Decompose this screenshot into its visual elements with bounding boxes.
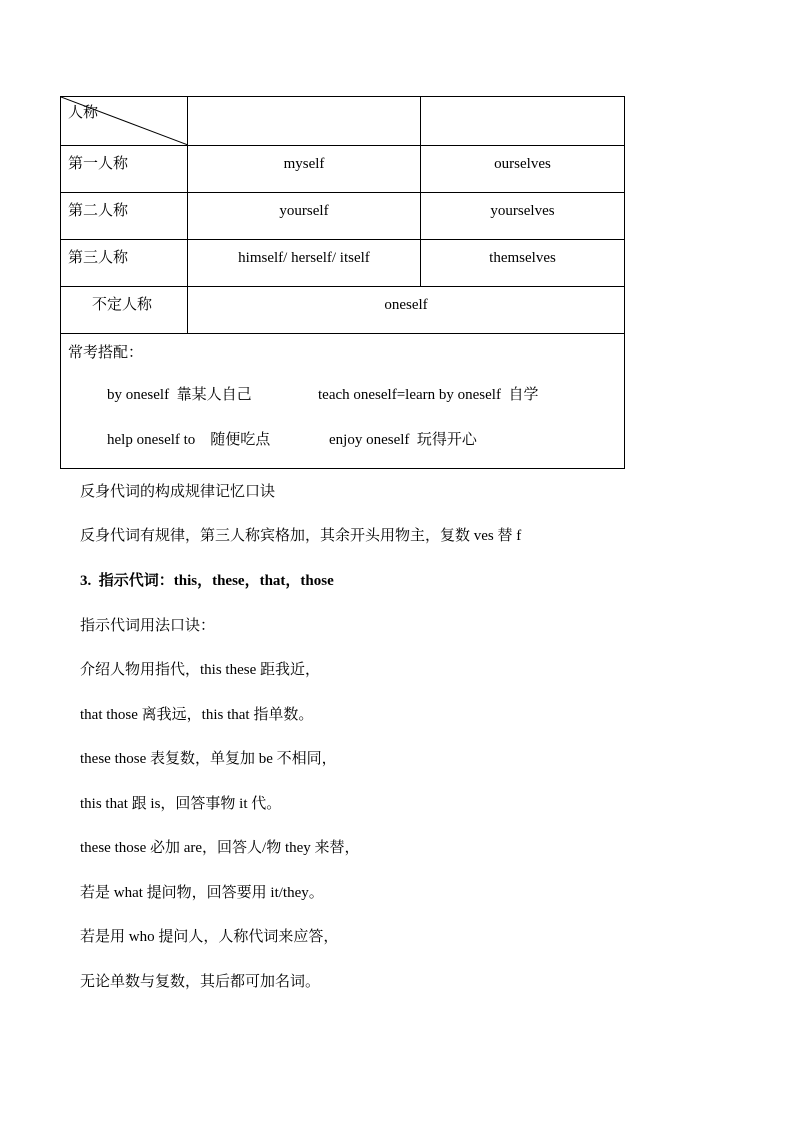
row-label: 第二人称 xyxy=(61,193,188,240)
diagonal-header-cell xyxy=(61,97,188,146)
reflexive-pronoun-table xyxy=(60,96,625,469)
paragraph: this that 跟 is，回答事物 it 代。 xyxy=(80,796,282,812)
table-row xyxy=(61,146,625,193)
plural-cell: themselves xyxy=(421,240,625,287)
table-row xyxy=(61,193,625,240)
paragraph: 若是用 who 提问人，人称代词来应答， xyxy=(80,929,339,945)
plural-cell: yourselves xyxy=(421,193,625,240)
indefinite-value-cell: oneself xyxy=(188,287,625,334)
paragraph-mnemonic-title: 反身代词的构成规律记忆口诀 xyxy=(80,484,276,500)
collocations-title: 常考搭配： xyxy=(68,345,144,361)
collocation-phrase: help oneself to 随便吃点 xyxy=(107,432,271,448)
singular-cell: yourself xyxy=(188,193,421,240)
singular-cell: himself/ herself/ itself xyxy=(188,240,421,287)
collocations-row xyxy=(61,334,625,469)
header-empty-cell-singular xyxy=(188,97,421,146)
paragraph: 若是 what 提问物，回答要用 it/they。 xyxy=(80,885,324,901)
section-heading-demonstrative: 3. 指示代词：this，these，that，those xyxy=(80,573,334,589)
paragraph: 无论单数与复数，其后都可加名词。 xyxy=(80,974,321,990)
plural-cell: ourselves xyxy=(421,146,625,193)
row-label: 第一人称 xyxy=(61,146,188,193)
table-header-row xyxy=(61,97,625,146)
collocation-phrase: teach oneself=learn by oneself 自学 xyxy=(318,387,539,403)
row-label: 不定人称 xyxy=(61,287,188,334)
paragraph-mnemonic-rule: 反身代词有规律，第三人称宾格加，其余开头用物主，复数 ves 替 f xyxy=(80,528,522,544)
paragraph: these those 表复数，单复加 be 不相同， xyxy=(80,751,337,767)
paragraph: 介绍人物用指代，this these 距我近， xyxy=(80,662,320,678)
collocations-cell xyxy=(61,334,625,469)
row-label: 第三人称 xyxy=(61,240,188,287)
collocation-phrase: by oneself 靠某人自己 xyxy=(107,387,252,403)
table-row-indefinite xyxy=(61,287,625,334)
paragraph: these those 必加 are，回答人/物 they 来替， xyxy=(80,840,360,856)
header-label: 人称 xyxy=(68,105,99,121)
paragraph: that those 离我远，this that 指单数。 xyxy=(80,707,314,723)
collocation-phrase: enjoy oneself 玩得开心 xyxy=(329,432,477,448)
header-empty-cell-plural xyxy=(421,97,625,146)
paragraph: 指示代词用法口诀： xyxy=(80,618,216,634)
singular-cell: myself xyxy=(188,146,421,193)
table-row xyxy=(61,240,625,287)
